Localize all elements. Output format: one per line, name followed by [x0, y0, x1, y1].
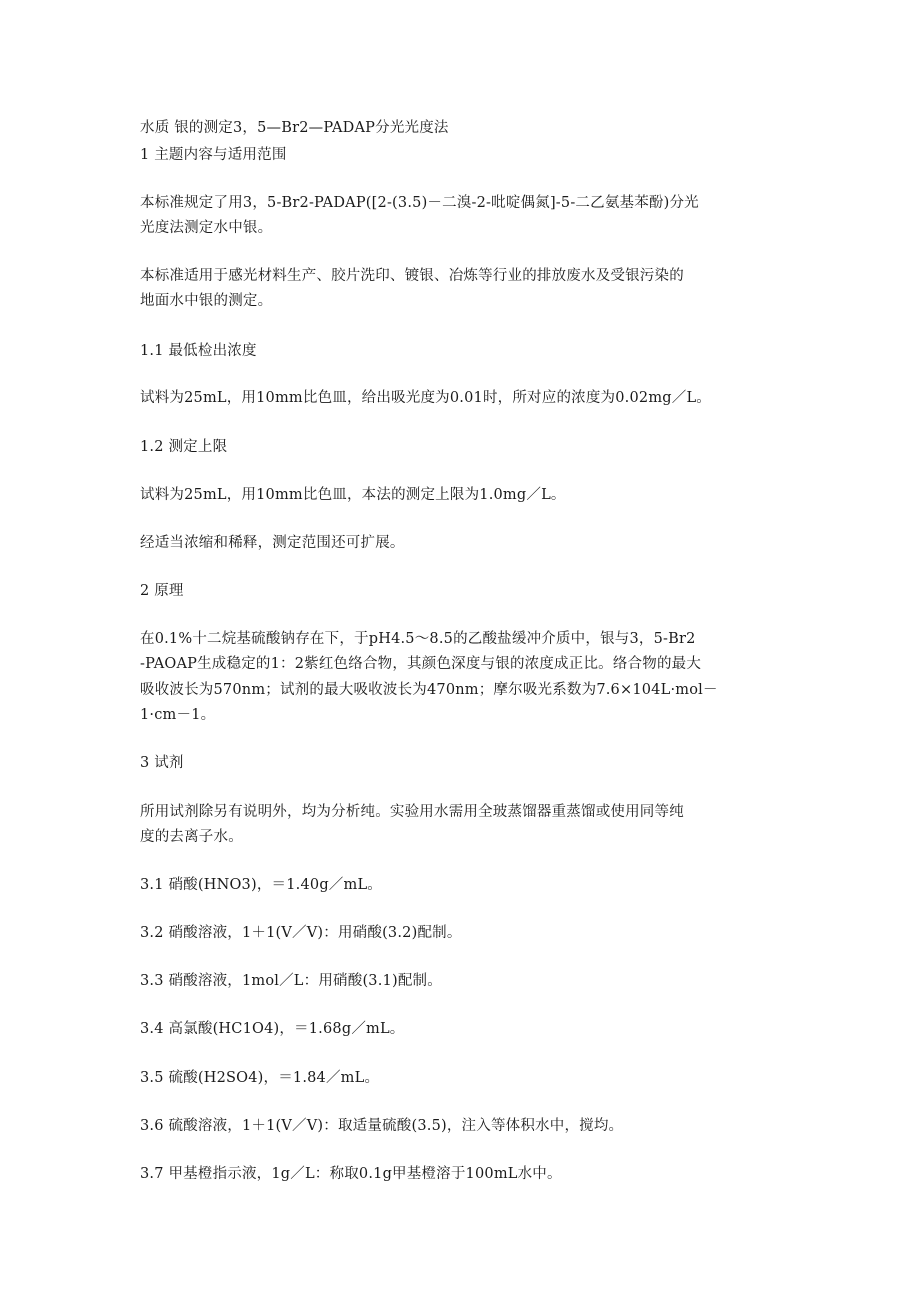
section-heading-2: 2 原理	[140, 583, 184, 599]
paragraph-line: 地面水中银的测定。	[140, 293, 273, 309]
paragraph-line: 度的去离子水。	[140, 829, 243, 845]
reagent-item: 3.7 甲基橙指示液，1g／L：称取0.1g甲基橙溶于100mL水中。	[140, 1166, 562, 1182]
reagent-item: 3.6 硫酸溶液，1＋1(V／V)：取适量硫酸(3.5)，注入等体积水中，搅均。	[140, 1118, 624, 1134]
paragraph-line: 所用试剂除另有说明外，均为分析纯。实验用水需用全玻蒸馏器重蒸馏或使用同等纯	[140, 804, 684, 820]
section-heading-1: 1 主题内容与适用范围	[140, 147, 287, 163]
reagent-item: 3.3 硝酸溶液，1mol／L：用硝酸(3.1)配制。	[140, 973, 442, 989]
section-heading-1-1: 1.1 最低检出浓度	[140, 343, 257, 359]
document-title: 水质 银的测定3，5—Br2—PADAP分光光度法	[140, 120, 449, 136]
paragraph-line: 吸收波长为570nm；试剂的最大吸收波长为470nm；摩尔吸光系数为7.6×104L·mol－	[140, 682, 718, 698]
paragraph-line: 1·cm－1。	[140, 707, 216, 723]
paragraph-line: 在0.1%十二烷基硫酸钠存在下，于pH4.5～8.5的乙酸盐缓冲介质中，银与3，5-Br2	[140, 631, 696, 647]
reagent-item: 3.5 硫酸(H2SO4)，＝1.84／mL。	[140, 1070, 380, 1086]
paragraph-line: 本标准适用于感光材料生产、胶片洗印、镀银、冶炼等行业的排放废水及受银污染的	[140, 268, 684, 284]
paragraph-line: 本标准规定了用3，5-Br2-PADAP([2-(3.5)－二溴-2-吡啶偶氮]-5-二乙氨基苯酚)分光	[140, 195, 699, 211]
section-heading-3: 3 试剂	[140, 755, 184, 771]
paragraph-line: 试料为25mL，用10mm比色皿，给出吸光度为0.01时，所对应的浓度为0.02mg／L。	[140, 390, 712, 406]
section-heading-1-2: 1.2 测定上限	[140, 439, 228, 455]
paragraph-line: 试料为25mL，用10mm比色皿，本法的测定上限为1.0mg／L。	[140, 487, 566, 503]
reagent-item: 3.1 硝酸(HNO3)，＝1.40g／mL。	[140, 877, 382, 893]
paragraph-line: 经适当浓缩和稀释，测定范围还可扩展。	[140, 535, 405, 551]
reagent-item: 3.4 高氯酸(HC1O4)，＝1.68g／mL。	[140, 1021, 405, 1037]
paragraph-line: 光度法测定水中银。	[140, 220, 273, 236]
paragraph-line: -PAOAP生成稳定的1：2紫红色络合物，其颜色深度与银的浓度成正比。络合物的最大	[140, 656, 702, 672]
reagent-item: 3.2 硝酸溶液，1＋1(V／V)：用硝酸(3.2)配制。	[140, 925, 462, 941]
